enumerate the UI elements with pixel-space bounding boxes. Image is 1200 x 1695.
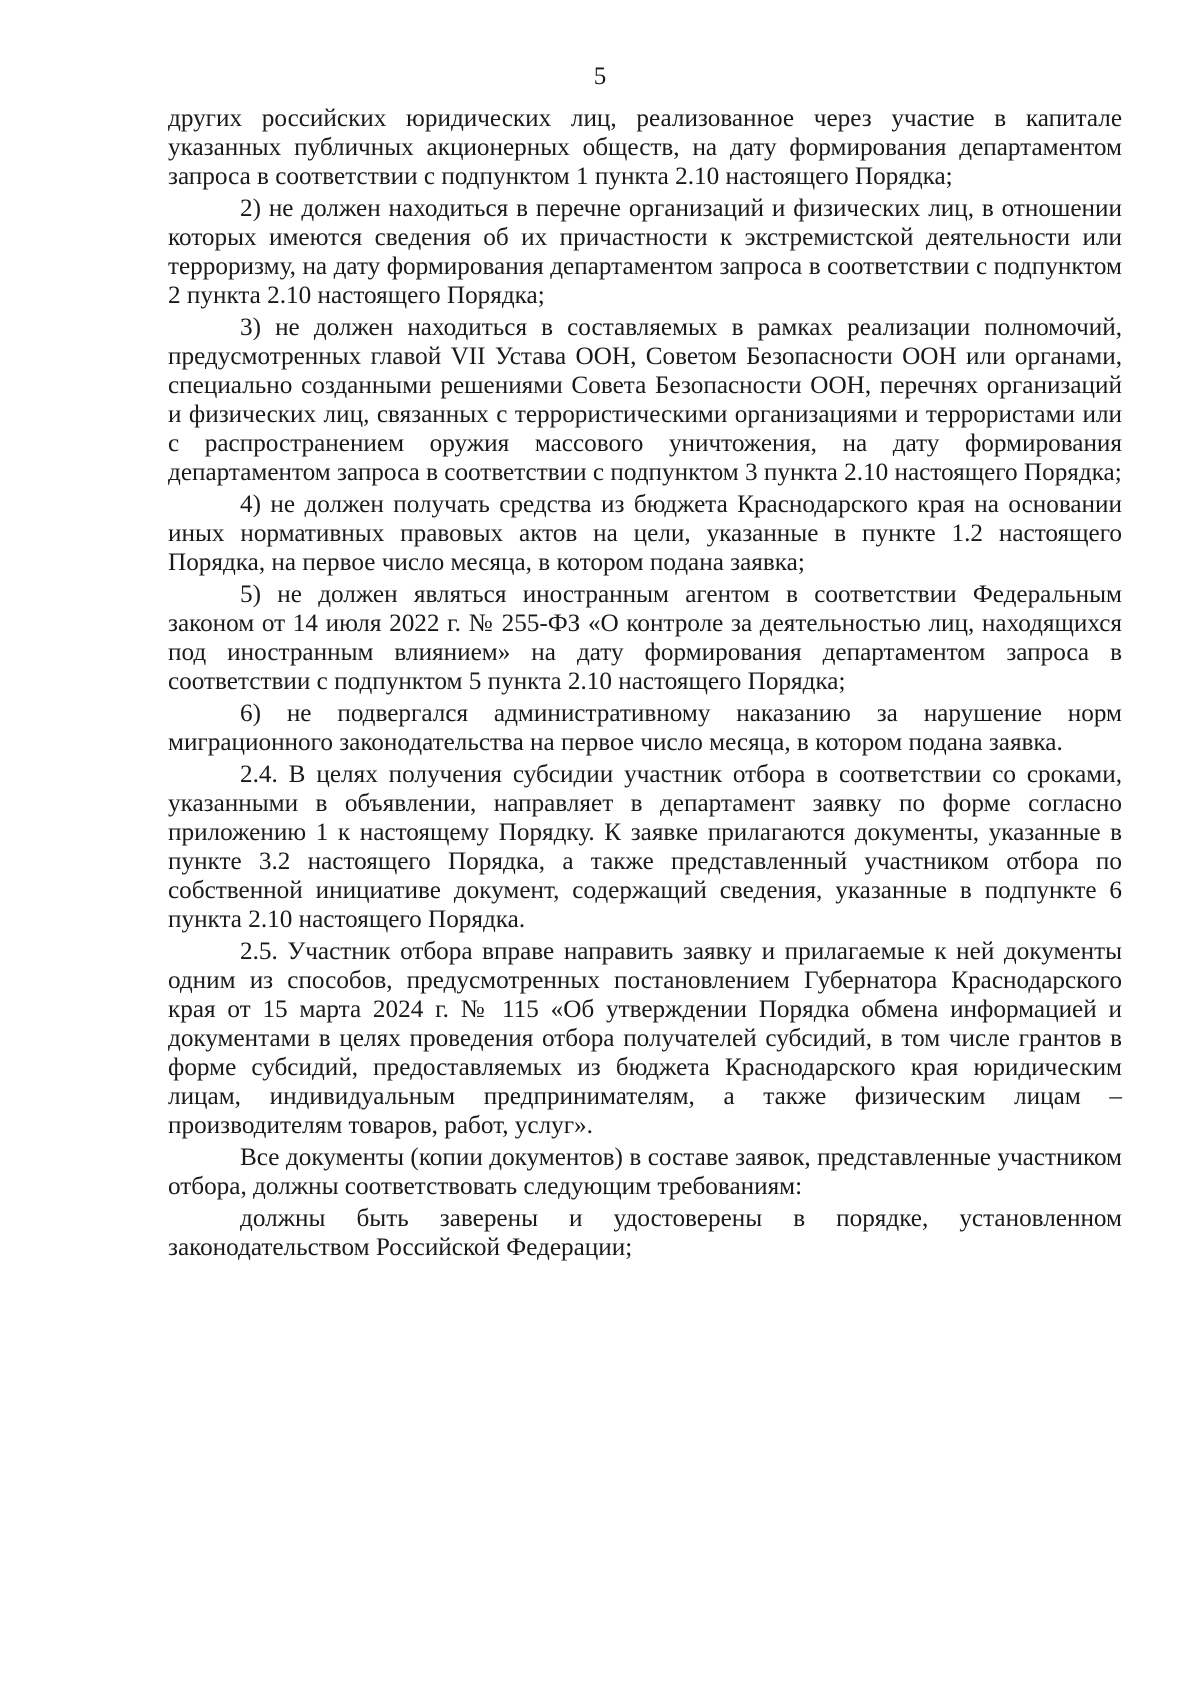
paragraph-item-2: 2) не должен находиться в перечне организаций и физических лиц, в отношении которых имеются сведения об их причастности к экстремистской деятельности или терроризму, на дату формирования департаментом запроса в соответствии с подпунктом 2 пункта 2.10 настоящего Порядка; [168,195,1122,309]
page-number: 5 [593,63,607,90]
document-body [168,104,1122,1262]
paragraph-requirement-certified: должны быть заверены и удостоверены в порядке, установленном законодательством Российской Федерации; [168,1205,1122,1261]
paragraph-item-4: 4) не должен получать средства из бюджета Краснодарского края на основании иных нормативных правовых актов на цели, указанные в пункте 1.2 настоящего Порядка, на первое число месяца, в котором подана заявка; [168,491,1122,576]
paragraph-item-3: 3) не должен находиться в составляемых в рамках реализации полномочий, предусмотренных главой VII Устава ООН, Советом Безопасности ООН или органами, специально созданными решениями Совета Безопасности ООН, перечнях организаций и физических лиц, связанных с террористическими организациями и террористами или с распространением оружия массового уничтожения, на дату формирования департаментом запроса в соответствии с подпунктом 3 пункта 2.10 настоящего Порядка; [168,314,1122,486]
paragraph-clause-2-5: 2.5. Участник отбора вправе направить заявку и прилагаемые к ней документы одним из способов, предусмотренных постановлением Губернатора Краснодарского края от 15 марта 2024 г. № 115 «Об утверждении Порядка обмена информацией и документами в целях проведения отбора получателей субсидий, в том числе грантов в форме субсидий, предоставляемых из бюджета Краснодарского края юридическим лицам, индивидуальным предпринимателям, а также физическим лицам – производителям товаров, работ, услуг». [168,938,1122,1139]
paragraph-continuation: других российских юридических лиц, реализованное через участие в капитале указанных публичных акционерных обществ, на дату формирования департаментом запроса в соответствии с подпунктом 1 пункта 2.10 настоящего Порядка; [168,105,1122,190]
paragraph-item-5: 5) не должен являться иностранным агентом в соответствии Федеральным законом от 14 июля 2022 г. № 255-ФЗ «О контроле за деятельностью лиц, находящихся под иностранным влиянием» на дату формирования департаментом запроса в соответствии с подпунктом 5 пункта 2.10 настоящего Порядка; [168,581,1122,695]
paragraph-item-6: 6) не подвергался административному наказанию за нарушение норм миграционного законодательства на первое число месяца, в котором подана заявка. [168,700,1122,756]
paragraph-clause-2-4: 2.4. В целях получения субсидии участник отбора в соответствии со сроками, указанными в объявлении, направляет в департамент заявку по форме согласно приложению 1 к настоящему Порядку. К заявке прилагаются документы, указанные в пункте 3.2 настоящего Порядка, а также представленный участником отбора по собственной инициативе документ, содержащий сведения, указанные в подпункте 6 пункта 2.10 настоящего Порядка. [168,761,1122,933]
paragraph-documents-requirements: Все документы (копии документов) в составе заявок, представленные участником отбора, должны соответствовать следующим требованиям: [168,1144,1122,1200]
